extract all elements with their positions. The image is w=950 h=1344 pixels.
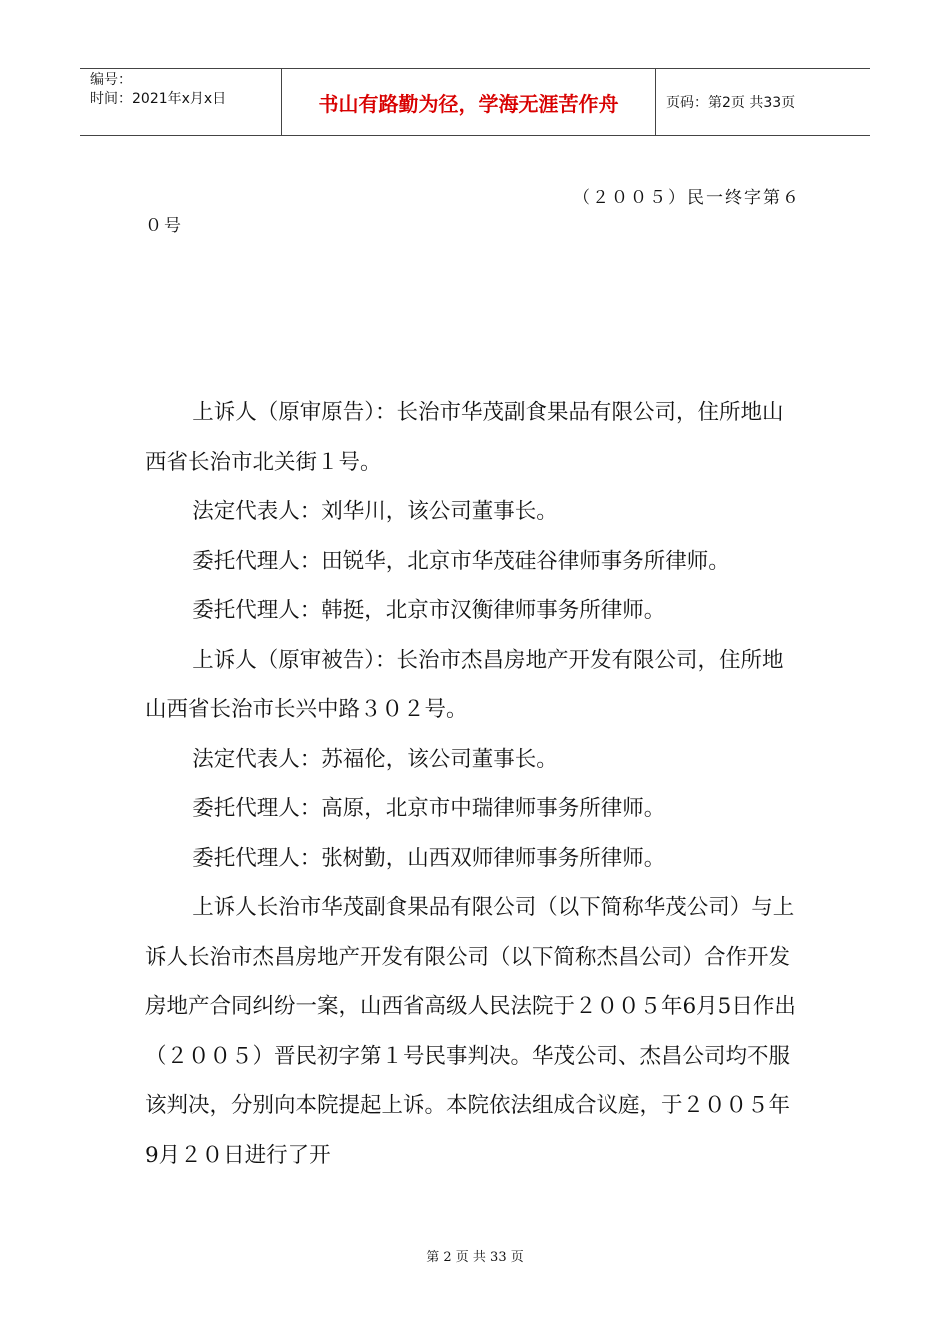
document-body xyxy=(145,388,800,1180)
paragraph: 委托代理人：张树勤，山西双师律师事务所律师。 xyxy=(192,845,666,871)
paragraph: 委托代理人：田锐华，北京市华茂硅谷律师事务所律师。 xyxy=(192,548,730,574)
case-number-line1: （２００５）民一终字第６ xyxy=(573,188,801,208)
page-header xyxy=(80,68,870,136)
case-number-line2: ０号 xyxy=(145,216,183,236)
paragraph: 委托代理人：韩挺，北京市汉衡律师事务所律师。 xyxy=(192,598,666,623)
paragraph: 上诉人长治市华茂副食果品有限公司（以下简称华茂公司）与上诉人长治市杰昌房地产开发有限公司（以下简称杰昌公司）合作开发房地产合同纠纷一案，山西省高级人民法院于２００５年6月5日作出（２００５）晋民初字第１号民事判决。华茂公司、杰昌公司均不服该判决，分别向本院提起上诉。本院依法组成合议庭，于２００５年9月２０日进行了开 xyxy=(145,895,796,1168)
case-number xyxy=(145,184,801,240)
number-label: 编号： xyxy=(90,72,132,88)
header-meta xyxy=(80,69,282,135)
time-label: 时间：2021年x月x日 xyxy=(90,91,227,107)
page-footer: 第 2 页 共 33 页 xyxy=(426,1250,524,1265)
header-motto: 书山有路勤为径，学海无涯苦作舟 xyxy=(282,69,656,135)
paragraph: 上诉人（原审被告）：长治市杰昌房地产开发有限公司，住所地山西省长治市长兴中路３０２号。 xyxy=(145,647,784,722)
paragraph: 法定代表人：刘华川，该公司董事长。 xyxy=(192,499,558,524)
paragraph: 法定代表人：苏福伦，该公司董事长。 xyxy=(192,746,558,772)
paragraph: 委托代理人：高原，北京市中瑞律师事务所律师。 xyxy=(192,796,666,821)
header-page-info: 页码：第2页 共33页 xyxy=(666,95,796,111)
paragraph: 上诉人（原审原告）：长治市华茂副食果品有限公司，住所地山西省长治市北关街１号。 xyxy=(145,400,784,475)
